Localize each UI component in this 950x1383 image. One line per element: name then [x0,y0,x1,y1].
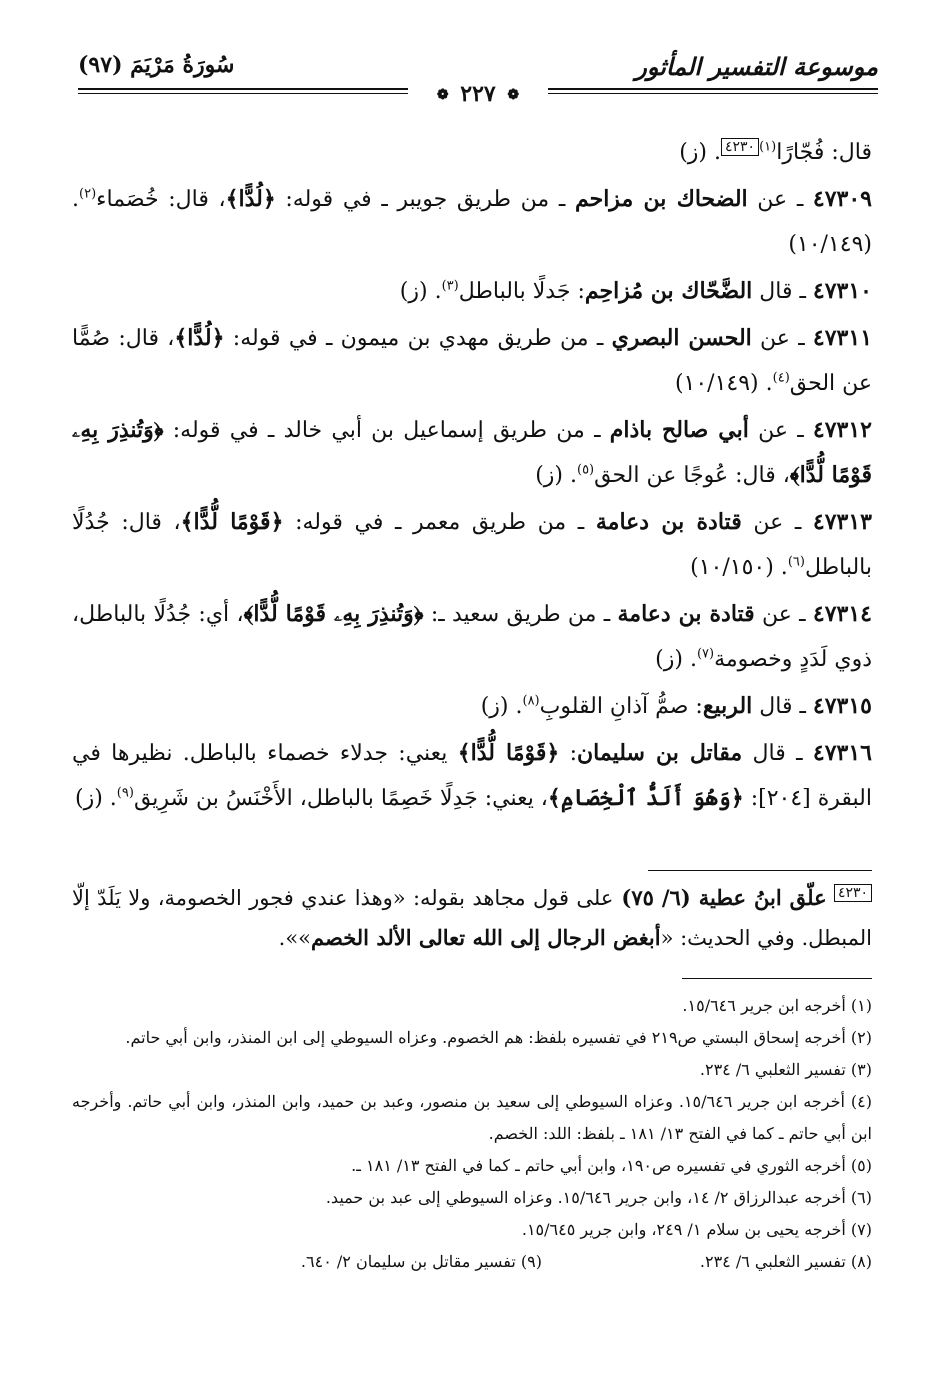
commentary-ref-box[interactable]: ٤٢٣٠ [721,138,759,156]
commentary-number-box: ٤٢٣٠ [834,884,872,902]
footnote-7: (٧) أخرجه يحيى بن سلام ١/ ٢٤٩، وابن جرير ١٥/٦٤٥. [521,1220,872,1239]
narrator: قتادة بن دعامة [595,509,742,535]
footnotes [72,990,872,1278]
footnote-ref[interactable]: (٧) [696,646,715,662]
footnote-ref[interactable]: (٣) [441,278,459,294]
commentary-ref: (٦/ ٧٥) [613,885,699,910]
footnote-separator [682,978,872,979]
footnote-9: (٩) تفسير مقاتل بن سليمان ٢/ ٦٤٠. [300,1252,542,1271]
entry-number: ٤٧٣١٠ [812,278,872,304]
quran-quote: ﴿وَتُنذِرَ بِهِۦ قَوْمًا لُّدًّا﴾ [243,601,424,627]
quran-quote: ﴿لُدًّا﴾ [174,325,225,351]
footnote-4: (٤) أخرجه ابن جرير ١٥/٦٤٦. وعزاه السيوطي إلى سعيد بن منصور، وعبد بن حميد، وابن المنذر، وابن أبي حاتم. وأخرجه ابن أبي حاتم ـ كما في الفتح ١٣/ ١٨١ ـ بلفظ: اللد: الخصم. [72,1092,873,1143]
footnote-ref[interactable]: (٢) [79,186,97,202]
entry-47309: ٤٧٣٠٩ ـ عن الضحاك بن مزاحم ـ من طريق جويبر ـ في قوله: ﴿لُدًّا﴾، قال: خُصَماء$^{(٢)}$. (١٠/١٤٩) [72,186,872,257]
entry-number: ٤٧٣٠٩ [812,186,872,212]
narrator: الربيع [702,693,753,719]
footnote-ref[interactable]: (٦) [787,554,805,570]
quran-quote: ﴿وَهُوَ أَلَدُّ ٱلْخِصَامِ﴾ [547,785,744,811]
ornament-icon: ❁ [507,87,520,103]
entry-number: ٤٧٣١١ [812,325,873,351]
commentary: ٤٢٣٠ علّق ابنُ عطية (٦/ ٧٥) على قول مجاهد بقوله: «وهذا عندي فجور الخصومة، ولا يَلَدّ إلّا المبطل. وفي الحديث: «أبغض الرجال إلى الله تعالى الألد الخصم»». [72,885,872,950]
page-number-block [408,80,548,109]
hadith-text: أبغض الرجال إلى الله تعالى الألد الخصم [311,925,661,950]
footnote-5: (٥) أخرجه الثوري في تفسيره ص١٩٠، وابن أبي حاتم ـ كما في الفتح ١٣/ ١٨١ ـ. [351,1156,872,1175]
quran-quote: ﴿وَتُنذِرَ بِهِۦ قَوْمًا لُّدًّا﴾ [72,417,872,488]
footnote-ref[interactable]: (٨) [522,693,540,709]
entry-47310: ٤٧٣١٠ ـ قال الضَّحّاك بن مُزاحِم: جَدلًا بالباطل$^{(٣)}$. (ز) [399,278,872,304]
footnote-6: (٦) أخرجه عبدالرزاق ٢/ ١٤، وابن جرير ١٥/٦٤٦. وعزاه السيوطي إلى عبد بن حميد. [325,1188,872,1207]
footnote-8: (٨) تفسير الثعلبي ٦/ ٢٣٤. [699,1252,872,1271]
entry-number: ٤٧٣١٤ [812,601,872,627]
footnote-2: (٢) أخرجه إسحاق البستي ص٢١٩ في تفسيره بلفظ: هم الخصوم. وعزاه السيوطي إلى ابن المنذر، وابن أبي حاتم. [125,1028,872,1047]
entry-number: ٤٧٣١٣ [812,509,872,535]
surah-label: سُورَةُ مَرْيَمَ (٩٧) [78,52,235,78]
narrator: الحسن البصري [611,325,752,351]
commentary-author: علّق ابنُ عطية [698,885,827,910]
quran-quote: ﴿لُدًّا﴾ [225,186,276,212]
narrator: الضَّحّاك بن مُزاحِم [584,278,753,304]
main-text [72,130,872,821]
entry-number: ٤٧٣١٦ [812,740,872,766]
running-header [78,52,878,124]
entry-47316: ٤٧٣١٦ ـ قال مقاتل بن سليمان: ﴿قَوْمًا لُّدًّا﴾ يعني: جدلاء خصماء بالباطل. نظيرها في البقرة [٢٠٤]: ﴿وَهُوَ أَلَدُّ ٱلْخِصَامِ﴾، يعني: جَدِلًا خَصِمًا بالباطل، الأَخْنَسُ بن شَرِيق$^{(٩)}$. (ز) [72,740,872,811]
footnote-1: (١) أخرجه ابن جرير ١٥/٦٤٦. [682,996,872,1015]
narrator: الضحاك بن مزاحم [574,186,748,212]
entry-47311: ٤٧٣١١ ـ عن الحسن البصري ـ من طريق مهدي بن ميمون ـ في قوله: ﴿لُدًّا﴾، قال: صُمًّا عن الحق$^{(٤)}$. (١٠/١٤٩) [72,325,873,396]
footnote-3: (٣) تفسير الثعلبي ٦/ ٢٣٤. [699,1060,872,1079]
entry-47312: ٤٧٣١٢ ـ عن أبي صالح باذام ـ من طريق إسماعيل بن أبي خالد ـ في قوله: ﴿وَتُنذِرَ بِهِۦ قَوْمًا لُّدًّا﴾، قال: عُوجًا عن الحق$^{(٥)}$. (ز) [72,417,872,488]
quran-quote: ﴿قَوْمًا لُّدًّا﴾ [180,509,284,535]
page-number: ٢٢٧ [460,81,496,107]
footnote-row [72,1246,872,1278]
footnote-ref[interactable]: (٩) [116,785,134,801]
entry-47313: ٤٧٣١٣ ـ عن قتادة بن دعامة ـ من طريق معمر ـ في قوله: ﴿قَوْمًا لُّدًّا﴾، قال: جُدُلًا بالباطل$^{(٦)}$. (١٠/١٥٠) [72,509,872,580]
book-title: موسوعة التفسير المأثور [635,52,878,81]
entry-47314: ٤٧٣١٤ ـ عن قتادة بن دعامة ـ من طريق سعيد ـ: ﴿وَتُنذِرَ بِهِۦ قَوْمًا لُّدًّا﴾، أي: جُدُلًا بالباطل، ذوي لَدَدٍ وخصومة$^{(٧)}$. (ز) [72,601,872,672]
quran-quote: ﴿قَوْمًا لُّدًّا﴾ [457,740,560,766]
footnote-ref[interactable]: (٤) [772,370,790,386]
ornament-icon: ❁ [436,87,449,103]
entry-47315: ٤٧٣١٥ ـ قال الربيع: صمُّ آذانِ القلوبِ$^{(٨)}$. (ز) [480,693,872,719]
narrator: قتادة بن دعامة [617,601,755,627]
commentary-separator [648,870,872,871]
entry-number: ٤٧٣١٥ [812,693,872,719]
footnote-ref[interactable]: (١) [759,139,777,155]
narrator: أبي صالح باذام [609,417,749,443]
footnote-ref[interactable]: (٥) [576,462,595,478]
entry-number: ٤٧٣١٢ [812,417,872,443]
entry-continuation: قال: فُجّارًا$^{(١)}$٤٢٣٠. (ز) [679,138,872,165]
narrator: مقاتل بن سليمان [577,740,743,766]
